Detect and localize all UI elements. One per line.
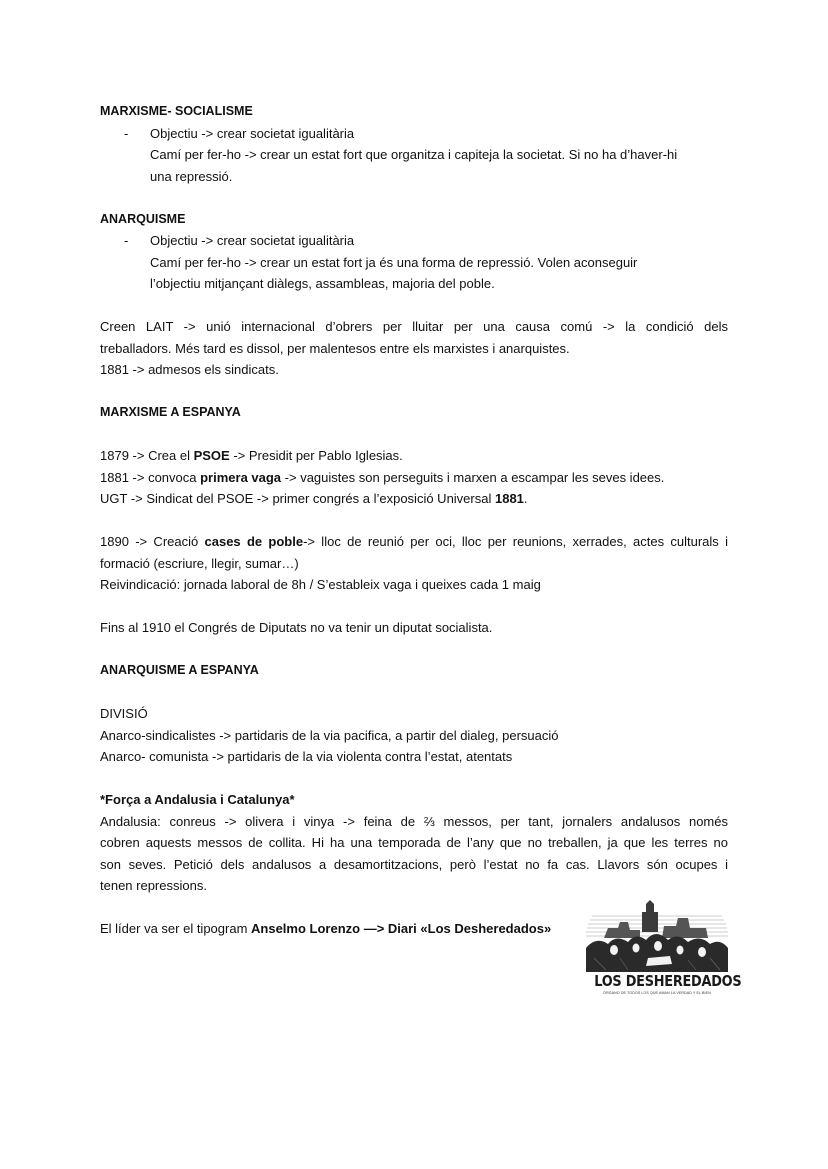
text-line: UGT -> Sindicat del PSOE -> primer congrés a l’exposició Universal 1881.	[100, 491, 528, 506]
list-item	[100, 230, 728, 252]
list-item	[100, 123, 728, 145]
engraving-illustration-icon	[584, 898, 730, 974]
heading-marxisme-socialisme: MARXISME- SOCIALISME	[100, 104, 253, 118]
bullet-dash: -	[124, 233, 129, 248]
text-line: treballadors. Més tard es dissol, per malentesos entre els marxistes i anarquistes.	[100, 340, 570, 356]
masthead-title: LOS DESHEREDADOS	[594, 972, 742, 990]
text-line: Reivindicació: jornada laboral de 8h / S’estableix vaga i queixes cada 1 maig	[100, 577, 541, 592]
document-body	[100, 101, 728, 940]
bold-text: primera vaga	[200, 469, 282, 485]
text-line: Andalusia: conreus -> olivera i vinya -> feina de ⅔ messos, per tant, jornalers andalusos només	[100, 813, 728, 829]
text-line: l’objectiu mitjançant diàlegs, assambleas, majoria del poble.	[150, 276, 495, 291]
text-line: Anarco-sindicalistes -> partidaris de la via pacifica, a partir del dialeg, persuació	[100, 727, 559, 743]
heading-anarquisme-a-espanya: ANARQUISME A ESPANYA	[100, 663, 259, 677]
bullet-dash: -	[124, 125, 129, 141]
heading-marxisme-a-espanya: MARXISME A ESPANYA	[100, 405, 241, 419]
los-desheredados-masthead-image	[584, 898, 742, 998]
heading-anarquisme: ANARQUISME	[100, 211, 186, 226]
text-line: cobren aquests messos de collita. Hi ha una temporada de l’any que no treballen, ja que les terres no	[100, 835, 728, 850]
bold-text: cases de poble	[204, 534, 304, 549]
text-line: Objectiu -> crear societat igualitària	[150, 233, 355, 248]
text-line: Camí per fer-ho -> crear un estat fort que organitza i capiteja la societat. Si no ha d’haver-hi	[150, 147, 678, 162]
text-line: Camí per fer-ho -> crear un estat fort ja és una forma de repressió. Volen aconseguir	[150, 254, 638, 270]
masthead-subtitle: ÓRGANO DE TODOS LOS QUE AMAN LA VERDAD Y EL BIEN	[603, 991, 711, 995]
text-line: Fins al 1910 el Congrés de Diputats no va tenir un diputat socialista.	[100, 620, 493, 635]
text-line: El líder va ser el tipogram Anselmo Lorenzo —> Diari «Los Desheredados»	[100, 921, 552, 936]
text-line: formació (escriure, llegir, sumar…)	[100, 555, 299, 571]
bold-text: Anselmo Lorenzo —> Diari «Los Desheredados»	[251, 921, 552, 936]
text-line: 1881 -> convoca primera vaga -> vaguistes son perseguits i marxen a escampar les seves idees.	[100, 469, 665, 485]
text-line: 1890 -> Creació cases de poble-> lloc de reunió per oci, lloc per reunions, xerrades, actes culturals i	[100, 534, 728, 549]
text-line: una repressió.	[150, 168, 233, 184]
text-line: Objectiu -> crear societat igualitària	[150, 125, 355, 141]
text-line: 1879 -> Crea el PSOE -> Presidit per Pablo Iglesias.	[100, 448, 403, 463]
text-line: son seves. Petició dels andalusos a desamortitzacions, però l’estat no fa cas. Llavors són ocupes i	[100, 856, 728, 872]
bold-text: 1881	[494, 491, 524, 506]
text-line: Anarco- comunista -> partidaris de la via violenta contra l’estat, atentats	[100, 749, 513, 764]
text-line: 1881 -> admesos els sindicats.	[100, 362, 279, 377]
text-line: Creen LAIT -> unió internacional d’obrers per lluitar per una causa comú -> la condició dels	[100, 319, 728, 334]
text-line: tenen repressions.	[100, 878, 207, 893]
text-line: DIVISIÓ	[100, 706, 148, 721]
bold-text: PSOE	[193, 448, 230, 463]
subheading-forca: *Força a Andalusia i Catalunya*	[100, 792, 295, 807]
